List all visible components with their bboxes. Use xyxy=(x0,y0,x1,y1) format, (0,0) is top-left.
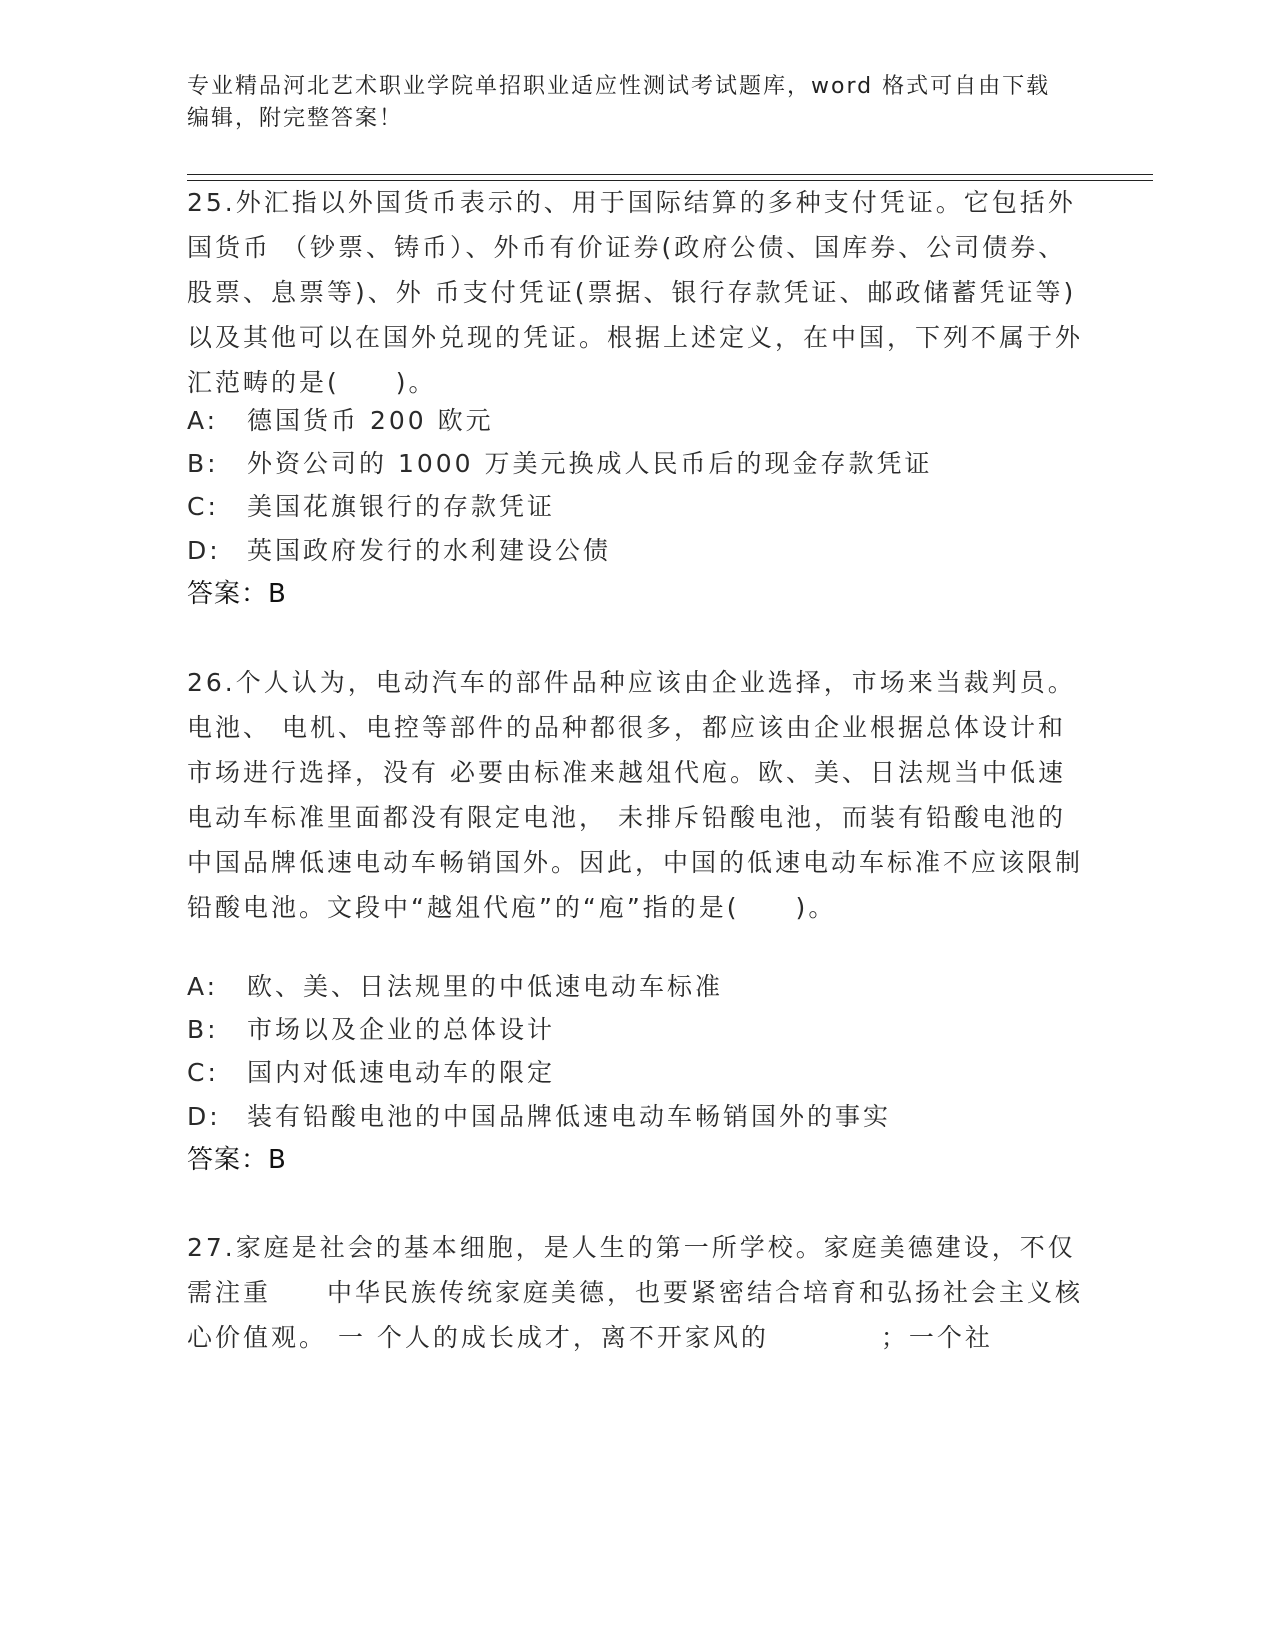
page-header xyxy=(187,71,1067,135)
option-text: 德国货币 200 欧元 xyxy=(247,406,494,435)
question-27-stem: 27.家庭是社会的基本细胞，是人生的第一所学校。家庭美德建设，不仅需注重 中华民族传统家庭美德，也要紧密结合培育和弘扬社会主义核心价值观。 一 个人的成长成才，离不开家风的 ；一个社 xyxy=(187,1233,1084,1352)
option-text: 美国花旗银行的存款凭证 xyxy=(247,492,556,521)
option-key: B: xyxy=(187,1015,219,1044)
question-26-answer: 答案：B xyxy=(187,1145,287,1175)
option-text: 外资公司的 1000 万美元换成人民币后的现金存款凭证 xyxy=(247,449,933,478)
question-25-stem: 25.外汇指以外国货币表示的、用于国际结算的多种支付凭证。它包括外国货币 （钞票、铸币）、外币有价证券(政府公债、国库券、公司债券、股票、息票等)、外 币支付凭证(票据、银行存款凭证、邮政储蓄凭证等)以及其他可以在国外兑现的凭证。根据上述定义，在中国，下列不属于外汇范畴的是( )。 xyxy=(187,188,1084,397)
question-25-option-a xyxy=(187,398,494,443)
question-26-option-c xyxy=(187,1050,555,1095)
header-line-1: 专业精品河北艺术职业学院单招职业适应性测试考试题库，word 格式可自由下载 xyxy=(187,74,1051,99)
option-key: D: xyxy=(187,536,221,565)
option-text: 市场以及企业的总体设计 xyxy=(247,1015,556,1044)
option-text: 欧、美、日法规里的中低速电动车标准 xyxy=(247,972,724,1001)
option-key: A: xyxy=(187,406,219,435)
question-26-option-d xyxy=(187,1094,891,1139)
option-key: C: xyxy=(187,1058,219,1087)
option-text: 英国政府发行的水利建设公债 xyxy=(247,536,612,565)
question-26-option-a xyxy=(187,964,723,1009)
question-25-option-c xyxy=(187,484,555,529)
question-25-option-d xyxy=(187,528,611,573)
question-25-answer: 答案：B xyxy=(187,579,287,609)
header-line-2: 编辑，附完整答案！ xyxy=(187,106,404,131)
question-26-stem: 26.个人认为，电动汽车的部件品种应该由企业选择，市场来当裁判员。电池、 电机、电控等部件的品种都很多，都应该由企业根据总体设计和市场进行选择，没有 必要由标准来越俎代庖。欧、美、日法规当中低速电动车标准里面都没有限定电池， 未排斥铅酸电池，而装有铅酸电池的中国品牌低速电动车畅销国外。因此，中国的低速电动车标准不应该限制铅酸电池。文段中“越俎代庖”的“庖”指的是( )。 xyxy=(187,668,1084,922)
question-26-option-b xyxy=(187,1007,555,1052)
option-key: B: xyxy=(187,449,219,478)
header-divider-top xyxy=(187,174,1153,175)
option-key: C: xyxy=(187,492,219,521)
option-text: 装有铅酸电池的中国品牌低速电动车畅销国外的事实 xyxy=(247,1102,892,1131)
option-key: A: xyxy=(187,972,219,1001)
option-key: D: xyxy=(187,1102,221,1131)
question-25-option-b xyxy=(187,441,933,486)
option-text: 国内对低速电动车的限定 xyxy=(247,1058,556,1087)
